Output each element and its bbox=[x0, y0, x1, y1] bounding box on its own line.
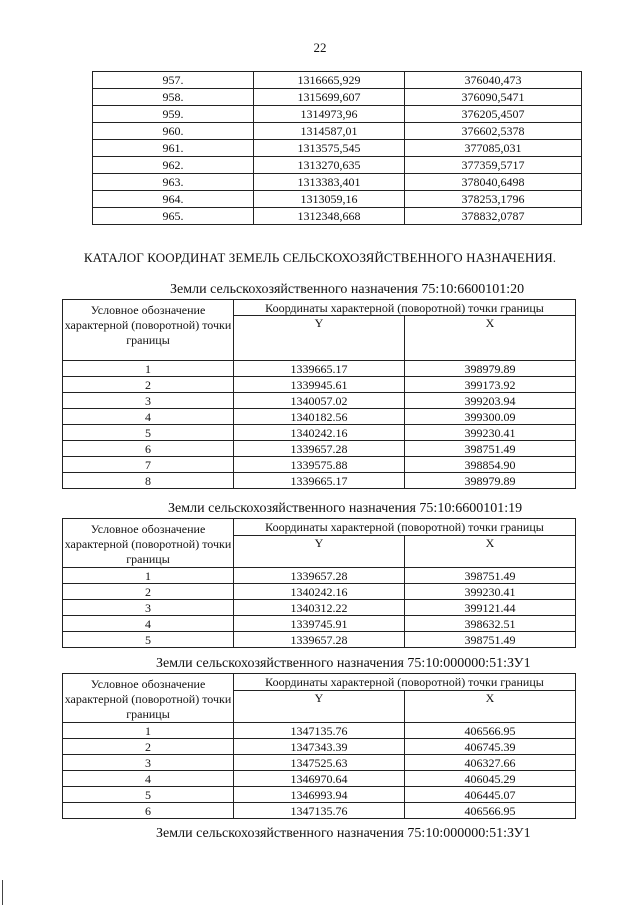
x-cell: 378040,6498 bbox=[405, 174, 582, 191]
x-cell: 406566.95 bbox=[405, 803, 576, 819]
column-header-x: X bbox=[405, 536, 576, 568]
point-cell: 2 bbox=[63, 739, 234, 755]
x-cell: 377359,5717 bbox=[405, 157, 582, 174]
y-cell: 1339575.88 bbox=[234, 457, 405, 473]
x-cell: 378832,0787 bbox=[405, 208, 582, 225]
y-cell: 1313270,635 bbox=[254, 157, 405, 174]
point-cell: 6 bbox=[63, 441, 234, 457]
x-cell: 406566.95 bbox=[405, 723, 576, 739]
y-cell: 1339945.61 bbox=[234, 377, 405, 393]
table-header bbox=[63, 674, 576, 723]
x-cell: 376602,5378 bbox=[405, 123, 582, 140]
y-cell: 1312348,668 bbox=[254, 208, 405, 225]
table-row bbox=[63, 739, 576, 755]
column-header-coords: Координаты характерной (поворотной) точки границы bbox=[234, 519, 576, 536]
point-cell: 5 bbox=[63, 425, 234, 441]
table-row bbox=[63, 803, 576, 819]
table-row bbox=[93, 191, 582, 208]
point-cell: 3 bbox=[63, 755, 234, 771]
table-row bbox=[63, 600, 576, 616]
point-cell: 8 bbox=[63, 473, 234, 489]
x-cell: 398751.49 bbox=[405, 441, 576, 457]
coordinate-table-2 bbox=[62, 518, 576, 648]
x-cell: 399173.92 bbox=[405, 377, 576, 393]
y-cell: 1340312.22 bbox=[234, 600, 405, 616]
x-cell: 377085,031 bbox=[405, 140, 582, 157]
y-cell: 1339665.17 bbox=[234, 473, 405, 489]
section-title-3: Земли сельскохозяйственного назначения 75:10:000000:51:ЗУ1 bbox=[156, 656, 531, 671]
column-header-label: Условное обозначение характерной (поворотной) точки границы bbox=[63, 300, 234, 361]
catalog-title: КАТАЛОГ КООРДИНАТ ЗЕМЕЛЬ СЕЛЬСКОХОЗЯЙСТВЕННОГО НАЗНАЧЕНИЯ. bbox=[83, 250, 557, 265]
point-cell: 964. bbox=[93, 191, 254, 208]
table-header bbox=[63, 300, 576, 361]
x-cell: 398979.89 bbox=[405, 473, 576, 489]
table-row bbox=[63, 568, 576, 584]
x-cell: 406045.29 bbox=[405, 771, 576, 787]
y-cell: 1339657.28 bbox=[234, 568, 405, 584]
x-cell: 399121.44 bbox=[405, 600, 576, 616]
table-row bbox=[63, 441, 576, 457]
point-cell: 1 bbox=[63, 568, 234, 584]
point-cell: 2 bbox=[63, 377, 234, 393]
y-cell: 1315699,607 bbox=[254, 89, 405, 106]
table-body bbox=[93, 72, 582, 225]
table-row bbox=[63, 616, 576, 632]
table-row bbox=[63, 425, 576, 441]
y-cell: 1340242.16 bbox=[234, 584, 405, 600]
point-cell: 957. bbox=[93, 72, 254, 89]
table-row bbox=[63, 393, 576, 409]
y-cell: 1340057.02 bbox=[234, 393, 405, 409]
coordinate-table-1 bbox=[62, 299, 576, 489]
table-body bbox=[63, 568, 576, 648]
column-header-label: Условное обозначение характерной (поворотной) точки границы bbox=[63, 674, 234, 723]
column-header-label: Условное обозначение характерной (поворотной) точки границы bbox=[63, 519, 234, 568]
table-row bbox=[93, 89, 582, 106]
y-cell: 1313059,16 bbox=[254, 191, 405, 208]
point-cell: 4 bbox=[63, 616, 234, 632]
point-cell: 5 bbox=[63, 787, 234, 803]
table-row bbox=[63, 361, 576, 377]
table-row bbox=[93, 140, 582, 157]
column-header-y: Y bbox=[234, 316, 405, 361]
table-row bbox=[93, 106, 582, 123]
point-cell: 5 bbox=[63, 632, 234, 648]
x-cell: 399230.41 bbox=[405, 425, 576, 441]
table-row bbox=[63, 584, 576, 600]
point-cell: 959. bbox=[93, 106, 254, 123]
y-cell: 1339665.17 bbox=[234, 361, 405, 377]
table-body bbox=[63, 723, 576, 819]
coordinate-table-3 bbox=[62, 673, 576, 819]
point-cell: 965. bbox=[93, 208, 254, 225]
point-cell: 4 bbox=[63, 771, 234, 787]
y-cell: 1314587,01 bbox=[254, 123, 405, 140]
y-cell: 1346970.64 bbox=[234, 771, 405, 787]
y-cell: 1316665,929 bbox=[254, 72, 405, 89]
table-row bbox=[63, 787, 576, 803]
y-cell: 1347525.63 bbox=[234, 755, 405, 771]
coordinate-table-continuation bbox=[92, 71, 582, 225]
x-cell: 399300.09 bbox=[405, 409, 576, 425]
section-title-2: Земли сельскохозяйственного назначения 75:10:6600101:19 bbox=[168, 501, 523, 516]
page-number: 22 bbox=[313, 40, 327, 55]
x-cell: 398632.51 bbox=[405, 616, 576, 632]
x-cell: 406745.39 bbox=[405, 739, 576, 755]
y-cell: 1347135.76 bbox=[234, 803, 405, 819]
y-cell: 1347135.76 bbox=[234, 723, 405, 739]
point-cell: 958. bbox=[93, 89, 254, 106]
column-header-y: Y bbox=[234, 691, 405, 723]
x-cell: 376040,473 bbox=[405, 72, 582, 89]
column-header-x: X bbox=[405, 316, 576, 361]
table-row bbox=[93, 123, 582, 140]
point-cell: 6 bbox=[63, 803, 234, 819]
point-cell: 4 bbox=[63, 409, 234, 425]
y-cell: 1347343.39 bbox=[234, 739, 405, 755]
y-cell: 1313383,401 bbox=[254, 174, 405, 191]
column-header-y: Y bbox=[234, 536, 405, 568]
point-cell: 960. bbox=[93, 123, 254, 140]
x-cell: 376090,5471 bbox=[405, 89, 582, 106]
x-cell: 378253,1796 bbox=[405, 191, 582, 208]
point-cell: 3 bbox=[63, 393, 234, 409]
table-row bbox=[63, 457, 576, 473]
point-cell: 961. bbox=[93, 140, 254, 157]
y-cell: 1340242.16 bbox=[234, 425, 405, 441]
y-cell: 1340182.56 bbox=[234, 409, 405, 425]
y-cell: 1339657.28 bbox=[234, 441, 405, 457]
point-cell: 3 bbox=[63, 600, 234, 616]
table-row bbox=[63, 755, 576, 771]
y-cell: 1314973,96 bbox=[254, 106, 405, 123]
margin-line bbox=[2, 880, 3, 905]
table-row bbox=[63, 771, 576, 787]
section-title-4: Земли сельскохозяйственного назначения 75:10:000000:51:ЗУ1 bbox=[156, 826, 531, 841]
table-row bbox=[63, 632, 576, 648]
x-cell: 398751.49 bbox=[405, 568, 576, 584]
column-header-x: X bbox=[405, 691, 576, 723]
y-cell: 1313575,545 bbox=[254, 140, 405, 157]
point-cell: 1 bbox=[63, 361, 234, 377]
table-row bbox=[63, 409, 576, 425]
x-cell: 399203.94 bbox=[405, 393, 576, 409]
point-cell: 1 bbox=[63, 723, 234, 739]
x-cell: 406327.66 bbox=[405, 755, 576, 771]
table-row bbox=[63, 473, 576, 489]
x-cell: 398979.89 bbox=[405, 361, 576, 377]
table-row bbox=[63, 723, 576, 739]
y-cell: 1339657.28 bbox=[234, 632, 405, 648]
y-cell: 1346993.94 bbox=[234, 787, 405, 803]
point-cell: 7 bbox=[63, 457, 234, 473]
x-cell: 376205,4507 bbox=[405, 106, 582, 123]
x-cell: 406445.07 bbox=[405, 787, 576, 803]
table-row bbox=[63, 377, 576, 393]
table-row bbox=[93, 174, 582, 191]
table-row bbox=[93, 157, 582, 174]
point-cell: 2 bbox=[63, 584, 234, 600]
y-cell: 1339745.91 bbox=[234, 616, 405, 632]
x-cell: 398751.49 bbox=[405, 632, 576, 648]
table-header bbox=[63, 519, 576, 568]
point-cell: 963. bbox=[93, 174, 254, 191]
x-cell: 398854.90 bbox=[405, 457, 576, 473]
column-header-coords: Координаты характерной (поворотной) точки границы bbox=[234, 300, 576, 316]
x-cell: 399230.41 bbox=[405, 584, 576, 600]
table-row bbox=[93, 72, 582, 89]
table-row bbox=[93, 208, 582, 225]
column-header-coords: Координаты характерной (поворотной) точки границы bbox=[234, 674, 576, 691]
section-title-1: Земли сельскохозяйственного назначения 75:10:6600101:20 bbox=[170, 282, 525, 297]
table-body bbox=[63, 361, 576, 489]
point-cell: 962. bbox=[93, 157, 254, 174]
